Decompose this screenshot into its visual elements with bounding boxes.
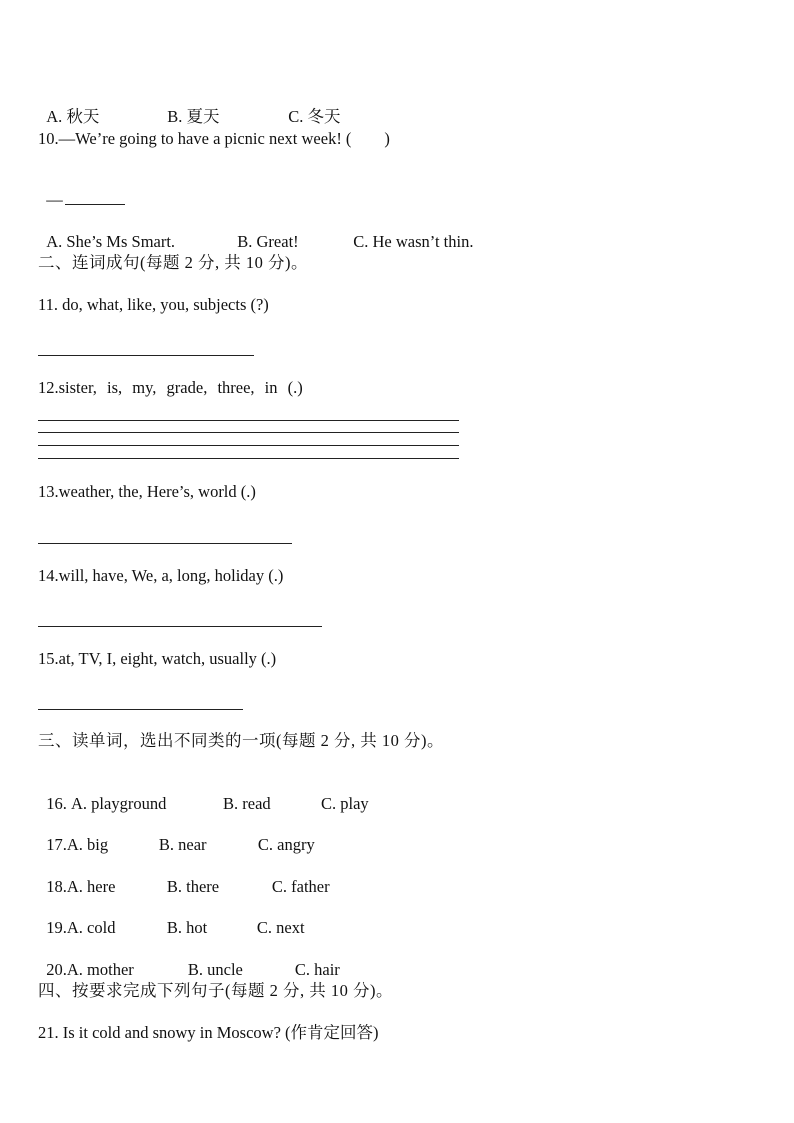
q10-option-b: B. Great! — [237, 232, 299, 251]
q14-answer-line[interactable] — [38, 626, 322, 627]
q10-reply — [38, 170, 125, 210]
q19-option-c: C. next — [256, 918, 305, 937]
q16-number: 16. — [46, 794, 67, 813]
q12-answer-line-4[interactable] — [38, 458, 459, 459]
q18-option-b: B. there — [166, 877, 220, 896]
q10-reply-dash: — — [46, 190, 63, 209]
q9-option-c: C. 冬天 — [288, 107, 341, 126]
q20-number: 20. — [46, 960, 67, 979]
q17-option-b: B. near — [158, 835, 207, 854]
q16 — [38, 774, 369, 814]
q10-reply-blank — [65, 190, 125, 205]
q17 — [38, 815, 315, 855]
q15-answer-line[interactable] — [38, 709, 243, 710]
q15: 15.at, TV, I, eight, watch, usually (.) — [38, 649, 277, 668]
q16-option-c: C. play — [321, 794, 369, 813]
q19-option-b: B. hot — [166, 918, 208, 937]
q20-option-c: C. hair — [294, 960, 340, 979]
q10-prompt: 10.—We’re going to have a picnic next week! ( ) — [38, 129, 390, 148]
q18-option-a: A. here — [66, 877, 116, 896]
q19-number: 19. — [46, 918, 67, 937]
q16-option-b: B. read — [223, 794, 271, 813]
q12-answer-line-2[interactable] — [38, 432, 459, 433]
q20-option-b: B. uncle — [187, 960, 243, 979]
q17-number: 17. — [46, 835, 67, 854]
q14: 14.will, have, We, a, long, holiday (.) — [38, 566, 284, 585]
q10-option-a: A. She’s Ms Smart. — [46, 232, 176, 251]
q18-option-c: C. father — [271, 877, 330, 896]
q13-answer-line[interactable] — [38, 543, 292, 544]
q18 — [38, 857, 330, 897]
q16-option-a: A. playground — [71, 794, 167, 813]
q19-option-a: A. cold — [66, 918, 116, 937]
q11-answer-line[interactable] — [38, 355, 254, 356]
section3-heading: 三、读单词，选出不同类的一项(每题 2 分, 共 10 分)。 — [38, 731, 444, 750]
q12: 12.sister, is, my, grade, three, in (.) — [38, 378, 303, 397]
q9-option-b: B. 夏天 — [167, 107, 220, 126]
q10-option-c: C. He wasn’t thin. — [353, 232, 474, 251]
q21: 21. Is it cold and snowy in Moscow? (作肯定回答) — [38, 1023, 379, 1042]
q9-options — [38, 87, 341, 127]
section2-heading: 二、连词成句(每题 2 分, 共 10 分)。 — [38, 253, 308, 272]
q9-option-a: A. 秋天 — [46, 107, 100, 126]
q13: 13.weather, the, Here’s, world (.) — [38, 482, 256, 501]
q17-option-c: C. angry — [257, 835, 315, 854]
q18-number: 18. — [46, 877, 67, 896]
section4-heading: 四、按要求完成下列句子(每题 2 分, 共 10 分)。 — [38, 981, 393, 1000]
q20-option-a: A. mother — [66, 960, 134, 979]
q12-answer-line-1[interactable] — [38, 420, 459, 421]
q12-answer-line-3[interactable] — [38, 445, 459, 446]
q20 — [38, 940, 340, 980]
q17-option-a: A. big — [66, 835, 109, 854]
q19 — [38, 898, 305, 938]
q10-options — [38, 212, 473, 252]
q11: 11. do, what, like, you, subjects (?) — [38, 295, 269, 314]
